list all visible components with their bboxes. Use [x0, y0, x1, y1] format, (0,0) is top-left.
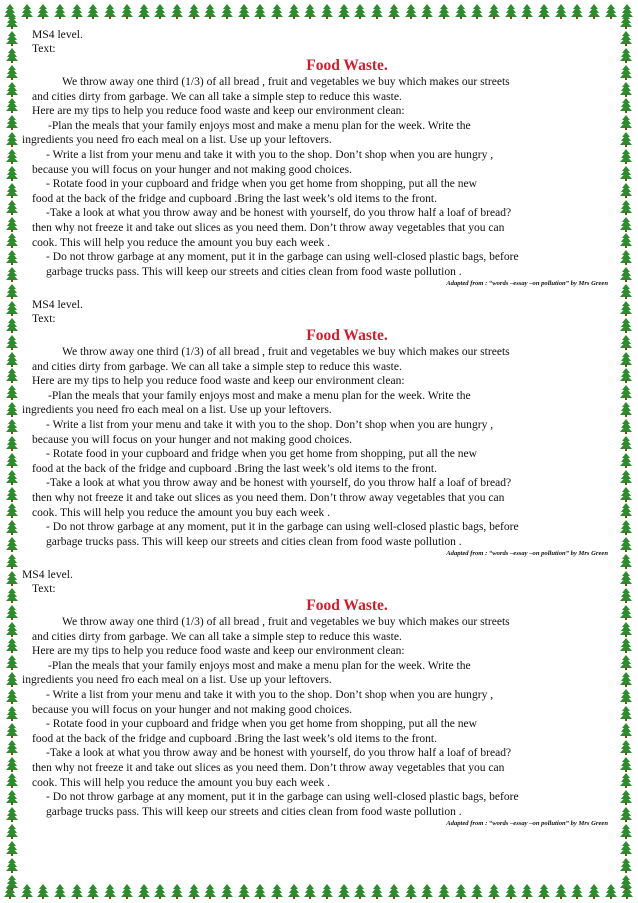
christmas-tree-icon [304, 4, 316, 19]
christmas-tree-icon [620, 807, 632, 822]
christmas-tree-icon [338, 884, 350, 899]
christmas-tree-icon [6, 233, 18, 248]
text-line: -Plan the meals that your family enjoys most and make a menu plan for the week. Write the [48, 389, 471, 402]
christmas-tree-icon [204, 884, 216, 899]
christmas-tree-icon [620, 841, 632, 856]
christmas-tree-icon [6, 436, 18, 451]
text-line: food at the back of the fridge and cupboard .Bring the last week’s old items to the front. [32, 732, 437, 745]
christmas-tree-icon [471, 884, 483, 899]
christmas-tree-icon [6, 605, 18, 620]
christmas-tree-icon [620, 419, 632, 434]
christmas-tree-icon [620, 284, 632, 299]
christmas-tree-icon [405, 884, 417, 899]
christmas-tree-icon [6, 841, 18, 856]
christmas-tree-icon [238, 4, 250, 19]
christmas-tree-icon [138, 884, 150, 899]
christmas-tree-icon [620, 773, 632, 788]
christmas-tree-icon [37, 884, 49, 899]
text-label: Text: [32, 42, 56, 55]
text-line: Here are my tips to help you reduce food waste and keep our environment clean: [32, 105, 405, 118]
christmas-tree-icon [6, 98, 18, 113]
christmas-tree-icon [620, 740, 632, 755]
christmas-tree-icon [421, 884, 433, 899]
christmas-tree-icon [87, 4, 99, 19]
christmas-tree-icon [6, 588, 18, 603]
christmas-tree-icon [6, 487, 18, 502]
christmas-tree-icon [620, 250, 632, 265]
christmas-tree-icon [620, 706, 632, 721]
christmas-tree-icon [6, 335, 18, 350]
christmas-tree-icon [488, 884, 500, 899]
christmas-tree-icon [21, 4, 33, 19]
christmas-tree-icon [271, 884, 283, 899]
christmas-tree-icon [620, 217, 632, 232]
christmas-tree-icon [271, 4, 283, 19]
christmas-tree-icon [221, 4, 233, 19]
christmas-tree-icon [371, 884, 383, 899]
christmas-tree-icon [6, 537, 18, 552]
christmas-tree-icon [438, 4, 450, 19]
christmas-tree-icon [6, 773, 18, 788]
christmas-tree-icon [321, 4, 333, 19]
christmas-tree-icon [521, 4, 533, 19]
christmas-tree-icon [6, 132, 18, 147]
christmas-tree-icon [620, 166, 632, 181]
christmas-tree-icon [620, 267, 632, 282]
christmas-tree-icon [6, 250, 18, 265]
christmas-tree-icon [620, 537, 632, 552]
text-label: Text: [32, 582, 56, 595]
text-line: ingredients you need fro each meal on a list. Use up your leftovers. [22, 404, 332, 417]
christmas-tree-icon [6, 267, 18, 282]
text-line: ingredients you need fro each meal on a list. Use up your leftovers. [22, 674, 332, 687]
text-line: garbage trucks pass. This will keep our streets and cities clean from food waste pollution . [46, 265, 462, 278]
christmas-tree-icon [6, 571, 18, 586]
source-credit: Adapted from : “words –essay –on pollution” by Mrs Green [446, 280, 608, 288]
christmas-tree-icon [620, 318, 632, 333]
text-line: then why not freeze it and take out slices as you need them. Don’t throw away vegetables that you can [32, 491, 505, 504]
text-line: - Rotate food in your cupboard and fridge when you get home from shopping, put all the new [46, 448, 477, 461]
christmas-tree-icon [6, 318, 18, 333]
text-section-3 [22, 568, 612, 838]
christmas-tree-icon [620, 638, 632, 653]
christmas-tree-icon [620, 385, 632, 400]
text-title: Food Waste. [306, 57, 388, 74]
christmas-tree-icon [620, 723, 632, 738]
christmas-tree-icon [505, 4, 517, 19]
text-line: cook. This will help you reduce the amount you buy each week . [32, 506, 331, 519]
text-line: -Take a look at what you throw away and be honest with yourself, do you throw half a loaf of bread? [46, 207, 512, 220]
christmas-tree-icon [620, 183, 632, 198]
text-line: and cities dirty from garbage. We can all take a simple step to reduce this waste. [32, 90, 402, 103]
text-line: -Take a look at what you throw away and be honest with yourself, do you throw half a loaf of bread? [46, 747, 512, 760]
christmas-tree-icon [238, 884, 250, 899]
christmas-tree-icon [6, 65, 18, 80]
text-line: ingredients you need fro each meal on a list. Use up your leftovers. [22, 134, 332, 147]
christmas-tree-icon [6, 166, 18, 181]
christmas-tree-icon [138, 4, 150, 19]
christmas-tree-icon [37, 4, 49, 19]
text-title: Food Waste. [306, 597, 388, 614]
christmas-tree-icon [6, 622, 18, 637]
christmas-tree-icon [620, 588, 632, 603]
christmas-tree-icon [505, 884, 517, 899]
christmas-tree-icon [288, 4, 300, 19]
text-line: -Take a look at what you throw away and be honest with yourself, do you throw half a loaf of bread? [46, 477, 512, 490]
christmas-tree-icon [388, 884, 400, 899]
christmas-tree-icon [6, 706, 18, 721]
text-line: - Write a list from your menu and take it with you to the shop. Don’t shop when you are hungry , [46, 688, 494, 701]
christmas-tree-icon [154, 4, 166, 19]
christmas-tree-icon [620, 858, 632, 873]
christmas-tree-icon [620, 149, 632, 164]
source-credit: Adapted from : “words –essay –on pollution” by Mrs Green [446, 550, 608, 558]
christmas-tree-icon [171, 884, 183, 899]
christmas-tree-icon [6, 31, 18, 46]
christmas-tree-icon [620, 65, 632, 80]
text-body [22, 615, 612, 819]
christmas-tree-icon [588, 4, 600, 19]
christmas-tree-icon [54, 4, 66, 19]
text-line: We throw away one third (1/3) of all bread , fruit and vegetables we buy which makes our streets [62, 616, 510, 628]
christmas-tree-icon [71, 4, 83, 19]
christmas-tree-icon [6, 301, 18, 316]
christmas-tree-icon [620, 335, 632, 350]
christmas-tree-icon [620, 824, 632, 839]
christmas-tree-icon [54, 884, 66, 899]
christmas-tree-icon [104, 884, 116, 899]
christmas-tree-icon [6, 740, 18, 755]
christmas-tree-icon [6, 470, 18, 485]
christmas-tree-icon [221, 884, 233, 899]
text-line: - Do not throw garbage at any moment, put it in the garbage can using well-closed plastic bags, before [46, 521, 519, 534]
christmas-tree-icon [605, 4, 617, 19]
christmas-tree-icon [620, 470, 632, 485]
christmas-tree-icon [521, 884, 533, 899]
text-line: - Write a list from your menu and take it with you to the shop. Don’t shop when you are hungry , [46, 148, 494, 161]
text-line: and cities dirty from garbage. We can all take a simple step to reduce this waste. [32, 630, 402, 643]
christmas-tree-icon [620, 132, 632, 147]
christmas-tree-icon [171, 4, 183, 19]
christmas-tree-icon [6, 352, 18, 367]
christmas-tree-icon [6, 807, 18, 822]
christmas-tree-icon [71, 884, 83, 899]
christmas-tree-icon [538, 884, 550, 899]
text-body [22, 345, 612, 549]
christmas-tree-icon [538, 4, 550, 19]
christmas-tree-icon [6, 672, 18, 687]
christmas-tree-icon [620, 672, 632, 687]
christmas-tree-icon [6, 824, 18, 839]
christmas-tree-icon [555, 4, 567, 19]
christmas-tree-icon [421, 4, 433, 19]
text-line: cook. This will help you reduce the amount you buy each week . [32, 236, 331, 249]
christmas-tree-icon [605, 884, 617, 899]
level-label: MS4 level. [22, 568, 73, 581]
christmas-tree-icon [620, 554, 632, 569]
text-line: cook. This will help you reduce the amount you buy each week . [32, 776, 331, 789]
text-line: -Plan the meals that your family enjoys most and make a menu plan for the week. Write the [48, 659, 471, 672]
christmas-tree-icon [620, 402, 632, 417]
christmas-tree-icon [6, 757, 18, 772]
christmas-tree-icon [371, 4, 383, 19]
christmas-tree-icon [21, 884, 33, 899]
christmas-tree-icon [6, 149, 18, 164]
text-line: Here are my tips to help you reduce food waste and keep our environment clean: [32, 645, 405, 658]
christmas-tree-icon [620, 622, 632, 637]
christmas-tree-icon [6, 48, 18, 63]
text-line: We throw away one third (1/3) of all bread , fruit and vegetables we buy which makes our streets [62, 76, 510, 88]
text-line: - Rotate food in your cupboard and fridge when you get home from shopping, put all the new [46, 718, 477, 731]
christmas-tree-icon [571, 884, 583, 899]
source-credit: Adapted from : “words –essay –on pollution” by Mrs Green [446, 820, 608, 828]
text-line: - Do not throw garbage at any moment, put it in the garbage can using well-closed plastic bags, before [46, 791, 519, 804]
christmas-tree-icon [555, 884, 567, 899]
text-label: Text: [32, 312, 56, 325]
christmas-tree-icon [620, 790, 632, 805]
level-label: MS4 level. [32, 298, 83, 311]
christmas-tree-icon [388, 4, 400, 19]
christmas-tree-icon [6, 503, 18, 518]
text-section-2 [22, 298, 612, 568]
text-line: because you will focus on your hunger and not making good choices. [32, 703, 353, 716]
christmas-tree-icon [6, 368, 18, 383]
christmas-tree-icon [6, 723, 18, 738]
christmas-tree-icon [620, 520, 632, 535]
christmas-tree-icon [571, 4, 583, 19]
christmas-tree-icon [87, 884, 99, 899]
christmas-tree-icon [620, 503, 632, 518]
christmas-tree-icon [188, 884, 200, 899]
text-line: Here are my tips to help you reduce food waste and keep our environment clean: [32, 375, 405, 388]
level-label: MS4 level. [32, 28, 83, 41]
christmas-tree-icon [6, 385, 18, 400]
text-line: then why not freeze it and take out slices as you need them. Don’t throw away vegetables that you can [32, 221, 505, 234]
text-line: and cities dirty from garbage. We can all take a simple step to reduce this waste. [32, 360, 402, 373]
christmas-tree-icon [6, 217, 18, 232]
christmas-tree-icon [6, 419, 18, 434]
christmas-tree-icon [6, 284, 18, 299]
christmas-tree-icon [304, 884, 316, 899]
christmas-tree-icon [6, 200, 18, 215]
christmas-tree-icon [204, 4, 216, 19]
christmas-tree-icon [6, 82, 18, 97]
christmas-tree-icon [6, 554, 18, 569]
text-line: garbage trucks pass. This will keep our streets and cities clean from food waste pollution . [46, 805, 462, 818]
text-line: because you will focus on your hunger and not making good choices. [32, 433, 353, 446]
christmas-tree-icon [6, 520, 18, 535]
christmas-tree-icon [620, 352, 632, 367]
text-line: because you will focus on your hunger and not making good choices. [32, 163, 353, 176]
christmas-tree-icon [354, 884, 366, 899]
christmas-tree-icon [6, 14, 18, 29]
worksheet-content [22, 28, 612, 838]
christmas-tree-icon [488, 4, 500, 19]
text-line: - Do not throw garbage at any moment, put it in the garbage can using well-closed plastic bags, before [46, 251, 519, 264]
christmas-tree-icon [620, 98, 632, 113]
christmas-tree-icon [620, 875, 632, 890]
christmas-tree-icon [455, 884, 467, 899]
christmas-tree-icon [121, 884, 133, 899]
christmas-tree-icon [321, 884, 333, 899]
christmas-tree-icon [6, 875, 18, 890]
text-section-1 [22, 28, 612, 298]
text-line: food at the back of the fridge and cupboard .Bring the last week’s old items to the front. [32, 462, 437, 475]
christmas-tree-icon [6, 638, 18, 653]
christmas-tree-icon [6, 453, 18, 468]
christmas-tree-icon [620, 436, 632, 451]
tree-border-bottom [4, 884, 634, 900]
christmas-tree-icon [620, 368, 632, 383]
christmas-tree-icon [620, 14, 632, 29]
christmas-tree-icon [620, 487, 632, 502]
tree-border-right [618, 14, 634, 890]
text-body [22, 75, 612, 279]
text-line: garbage trucks pass. This will keep our streets and cities clean from food waste pollution . [46, 535, 462, 548]
text-line: - Write a list from your menu and take it with you to the shop. Don’t shop when you are hungry , [46, 418, 494, 431]
christmas-tree-icon [620, 571, 632, 586]
text-line: - Rotate food in your cupboard and fridge when you get home from shopping, put all the new [46, 178, 477, 191]
text-line: -Plan the meals that your family enjoys most and make a menu plan for the week. Write the [48, 119, 471, 132]
christmas-tree-icon [620, 605, 632, 620]
christmas-tree-icon [6, 790, 18, 805]
christmas-tree-icon [6, 655, 18, 670]
christmas-tree-icon [620, 757, 632, 772]
christmas-tree-icon [455, 4, 467, 19]
christmas-tree-icon [620, 115, 632, 130]
christmas-tree-icon [338, 4, 350, 19]
christmas-tree-icon [104, 4, 116, 19]
text-title: Food Waste. [306, 327, 388, 344]
text-line: then why not freeze it and take out slices as you need them. Don’t throw away vegetables that you can [32, 761, 505, 774]
christmas-tree-icon [6, 858, 18, 873]
tree-border-top [4, 4, 634, 20]
christmas-tree-icon [405, 4, 417, 19]
christmas-tree-icon [154, 884, 166, 899]
christmas-tree-icon [620, 453, 632, 468]
christmas-tree-icon [620, 689, 632, 704]
christmas-tree-icon [471, 4, 483, 19]
christmas-tree-icon [438, 884, 450, 899]
christmas-tree-icon [6, 115, 18, 130]
christmas-tree-icon [254, 4, 266, 19]
christmas-tree-icon [188, 4, 200, 19]
christmas-tree-icon [6, 183, 18, 198]
text-line: food at the back of the fridge and cupboard .Bring the last week’s old items to the front. [32, 192, 437, 205]
christmas-tree-icon [620, 31, 632, 46]
christmas-tree-icon [620, 233, 632, 248]
christmas-tree-icon [620, 82, 632, 97]
christmas-tree-icon [620, 48, 632, 63]
christmas-tree-icon [620, 655, 632, 670]
christmas-tree-icon [620, 200, 632, 215]
christmas-tree-icon [6, 402, 18, 417]
christmas-tree-icon [288, 884, 300, 899]
christmas-tree-icon [588, 884, 600, 899]
text-line: We throw away one third (1/3) of all bread , fruit and vegetables we buy which makes our streets [62, 346, 510, 358]
christmas-tree-icon [6, 689, 18, 704]
christmas-tree-icon [354, 4, 366, 19]
tree-border-left [4, 14, 20, 890]
christmas-tree-icon [254, 884, 266, 899]
christmas-tree-icon [121, 4, 133, 19]
christmas-tree-icon [620, 301, 632, 316]
